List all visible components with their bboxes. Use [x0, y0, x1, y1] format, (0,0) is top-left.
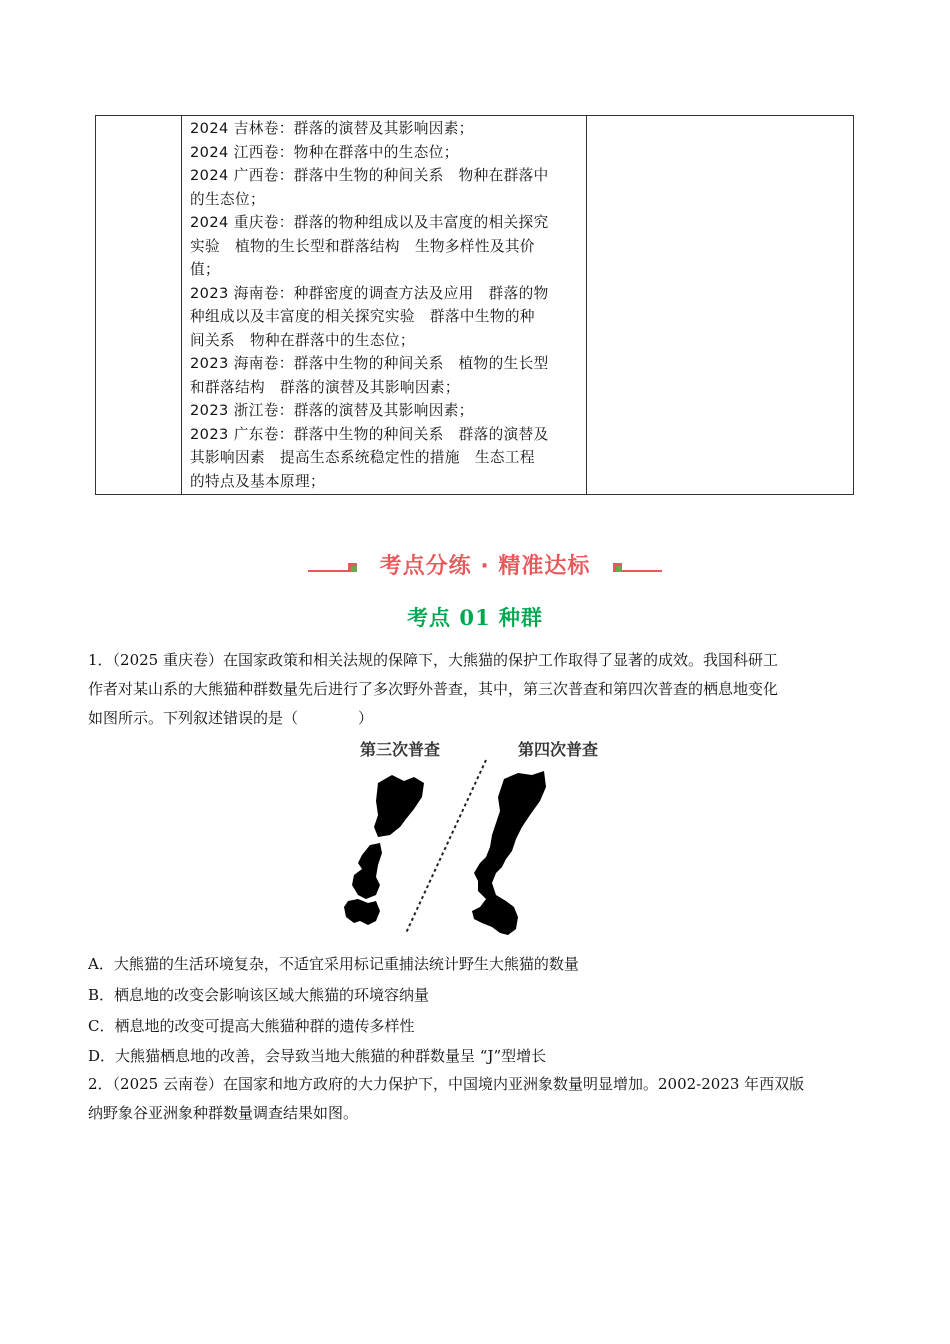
question-line: 作者对某山系的大熊猫种群数量先后进行了多次野外普查，其中，第三次普查和第四次普查的栖息地变化 — [88, 680, 779, 698]
habitat-map-graphic — [340, 735, 620, 940]
habitat-figure — [340, 735, 620, 940]
option-c: C．栖息地的改变可提高大熊猫种群的遗传多样性 — [88, 1017, 415, 1035]
exam-line: 2024 江西卷：物种在群落中的生态位； — [190, 143, 459, 161]
exam-line: 间关系 物种在群落中的生态位； — [190, 331, 415, 349]
fourth-survey-habitat — [472, 771, 546, 935]
question-line: 2．（2025 云南卷）在国家和地方政府的大力保护下，中国境内亚洲象数量明显增加。2002-2023 年西双版 — [88, 1075, 805, 1093]
exam-line: 其影响因素 提高生态系统稳定性的措施 生态工程 — [190, 449, 535, 466]
third-survey-habitat-lower — [344, 899, 380, 925]
exam-line: 2023 浙江卷：群落的演替及其影响因素； — [190, 402, 474, 419]
exam-line: 值； — [190, 261, 220, 278]
table-column-divider — [586, 116, 587, 494]
section-banner — [300, 545, 670, 585]
question-line: 纳野象谷亚洲象种群数量调查结果如图。 — [88, 1104, 359, 1122]
third-survey-habitat-upper — [374, 775, 424, 837]
exam-line: 种组成以及丰富度的相关探究实验 群落中生物的种 — [190, 308, 535, 325]
question-1-stem — [88, 646, 868, 733]
exam-line: 实验 植物的生长型和群落结构 生物多样性及其价 — [190, 237, 535, 255]
exam-line: 2023 广东卷：群落中生物的种间关系 群落的演替及 — [190, 425, 549, 443]
option-a: A．大熊猫的生活环境复杂，不适宜采用标记重捕法统计野生大熊猫的数量 — [88, 955, 579, 973]
figure-label-fourth-survey: 第四次普查 — [518, 740, 599, 759]
question-2-stem — [88, 1070, 868, 1128]
question-line: 1．（2025 重庆卷）在国家政策和相关法规的保障下，大熊猫的保护工作取得了显著的成效。我国科研工 — [88, 651, 778, 669]
section-title: 考点 01 种群 — [407, 605, 543, 630]
option-b: B．栖息地的改变会影响该区域大熊猫的环境容纳量 — [88, 986, 430, 1004]
exam-line: 的特点及基本原理； — [190, 472, 325, 490]
exam-line: 2023 海南卷：群落中生物的种间关系 植物的生长型 — [190, 355, 549, 372]
option-d: D．大熊猫栖息地的改善，会导致当地大熊猫的种群数量呈 “J”型增长 — [88, 1047, 547, 1065]
exam-line: 2024 广西卷：群落中生物的种间关系 物种在群落中 — [190, 167, 549, 184]
question-line: 如图所示。下列叙述错误的是（ ） — [88, 709, 374, 727]
third-survey-habitat-middle — [352, 843, 382, 899]
exam-line: 2024 重庆卷：群落的物种组成以及丰富度的相关探究 — [190, 214, 549, 231]
figure-label-third-survey: 第三次普查 — [360, 740, 441, 759]
exam-trend-table — [95, 115, 854, 495]
exam-line: 的生态位； — [190, 190, 265, 208]
exam-line: 和群落结构 群落的演替及其影响因素； — [190, 378, 460, 396]
exam-line: 2023 海南卷：种群密度的调查方法及应用 群落的物 — [190, 284, 549, 302]
banner-title: 考点分练 · 精准达标 — [379, 554, 591, 579]
exam-line: 2024 吉林卷：群落的演替及其影响因素； — [190, 120, 474, 137]
exam-list-cell — [190, 117, 580, 493]
banner-square-icon — [613, 563, 622, 572]
table-column-divider — [181, 116, 182, 494]
banner-rule-right — [622, 570, 662, 572]
